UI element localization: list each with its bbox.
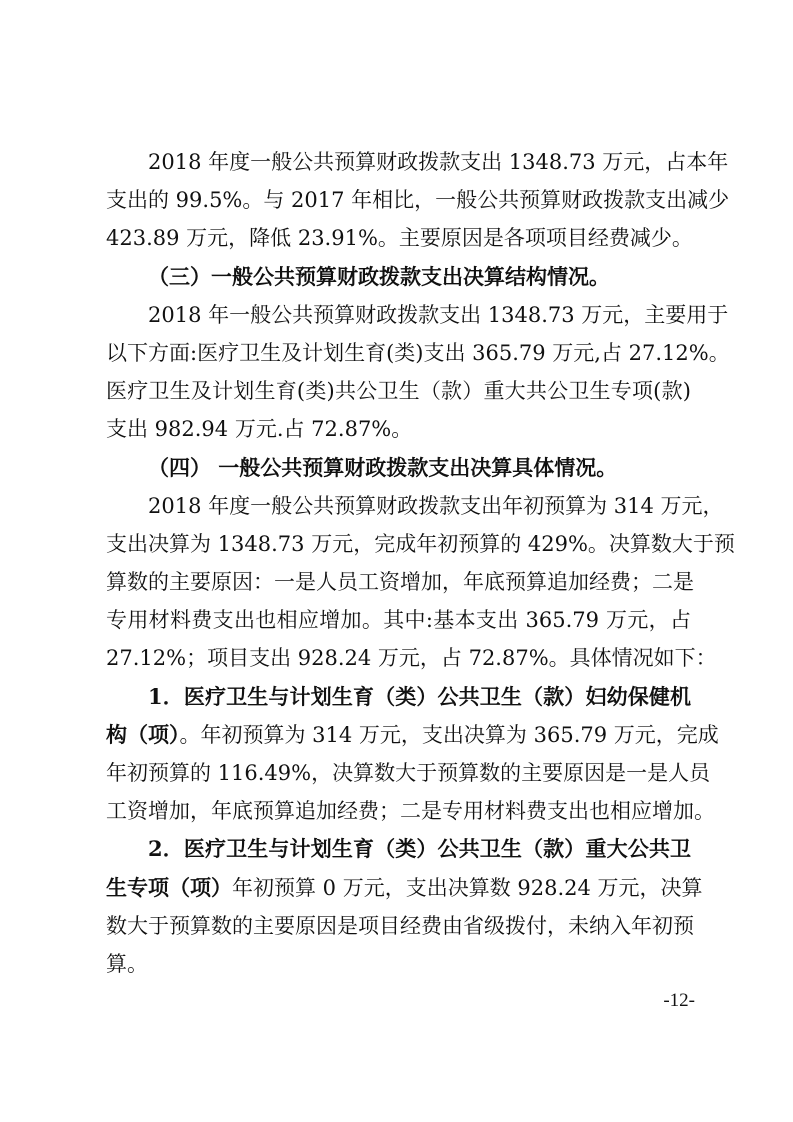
paragraph-line: 27.12%；项目支出 928.24 万元，占 72.87%。具体情况如下： [106,646,717,671]
item-line [106,869,703,907]
item-title-tail: 构（项） [106,721,180,747]
paragraph-line: 2018 年度一般公共预算财政拨款支出年初预算为 314 万元， [148,493,724,518]
paragraph-line: 专用材料费支出也相应增加。其中:基本支出 365.79 万元，占 [106,608,691,633]
item-text: 年初预算 0 万元，支出决算数 928.24 万元，决算 [232,875,703,900]
paragraph-line: 支出决算为 1348.73 万元，完成年初预算的 429%。决算数大于预 [106,531,735,556]
item-line [106,716,719,754]
paragraph-line: 支出 982.94 万元.占 72.87%。 [106,417,413,442]
paragraph-line: 算数的主要原因：一是人员工资增加，年底预算追加经费；二是 [106,570,694,595]
item-title-line: 2．医疗卫生与计划生育（类）公共卫生（款）重大公共卫 [148,836,691,862]
item-major-public-health [106,830,703,983]
section-heading-3: （三）一般公共预算财政拨款支出决算结构情况。 [148,263,610,289]
item-maternal-child-health [106,678,719,831]
paragraph-line: 423.89 万元，降低 23.91%。主要原因是各项项目经费减少。 [106,226,693,251]
paragraph-expenditure-overview [106,143,730,258]
paragraph-expenditure-details [106,487,735,678]
paragraph-line: 2018 年度一般公共预算财政拨款支出 1348.73 万元，占本年 [148,150,729,174]
item-line: 算。 [106,951,148,976]
item-line: 数大于预算数的主要原因是项目经费由省级拨付，未纳入年初预 [106,913,694,938]
item-text: 。年初预算为 314 万元，支出决算为 365.79 万元，完成 [179,722,719,747]
section-heading-4: （四） 一般公共预算财政拨款支出决算具体情况。 [148,454,618,480]
paragraph-line: 支出的 99.5%。与 2017 年相比，一般公共预算财政拨款支出减少 [106,188,730,213]
paragraph-line: 以下方面:医疗卫生及计划生育(类)支出 365.79 万元,占 27.12%。 [106,340,730,365]
paragraph-line: 2018 年一般公共预算财政拨款支出 1348.73 万元，主要用于 [148,302,729,327]
item-title-tail: 生专项（项） [106,874,232,900]
item-title-line: 1．医疗卫生与计划生育（类）公共卫生（款）妇幼保健机 [148,683,691,709]
item-line: 工资增加，年底预算追加经费；二是专用材料费支出也相应增加。 [106,799,715,824]
paragraph-expenditure-structure [106,296,730,449]
item-line: 年初预算的 116.49%，决算数大于预算数的主要原因是一是人员 [106,761,711,785]
paragraph-line: 医疗卫生及计划生育(类)共公卫生（款）重大共公卫生专项(款) [106,379,691,404]
page-number: -12- [663,990,695,1011]
document-body [106,143,735,983]
